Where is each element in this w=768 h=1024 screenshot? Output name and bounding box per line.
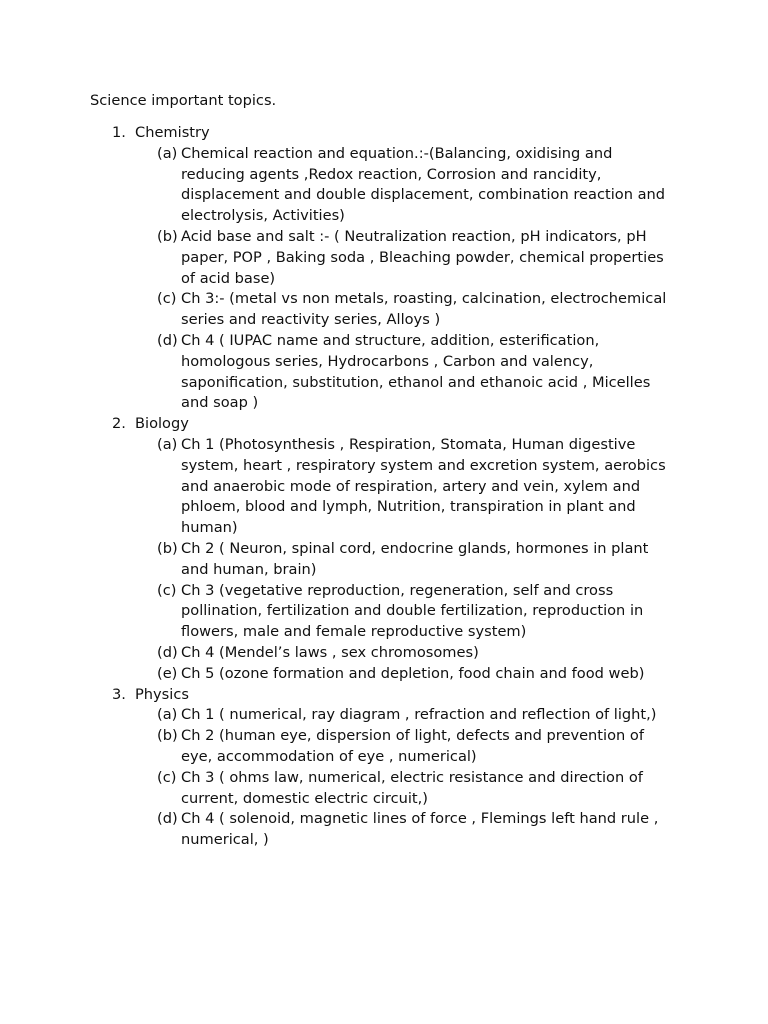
section-number: 2. — [112, 415, 126, 433]
item-text: Ch 3:- (metal vs non metals, roasting, calcination, electrochemical series and reactivity series, Alloys ) — [181, 290, 667, 329]
item-text: Ch 3 (vegetative reproduction, regeneration, self and cross pollination, fertilization and double fertilization, reproduction in flowers, male and female reproductive system) — [181, 581, 644, 641]
item-marker: (d) — [157, 643, 178, 661]
list-item — [0, 768, 679, 810]
item-text: Ch 1 (Photosynthesis , Respiration, Stomata, Human digestive system, heart , respiratory system and excretion system, aerobics and anaerobic mode of respiration, artery and vein, xylem and phloem, blood and lymph, Nutrition, transpiration in plant and human) — [181, 435, 666, 537]
section-heading — [0, 685, 768, 706]
page-title: Science important topics. — [90, 92, 277, 109]
section-chemistry — [0, 123, 768, 414]
item-text: Ch 4 ( IUPAC name and structure, addition, esterification, homologous series, Hydrocarbons , Carbon and valency, saponification, substitution, ethanol and ethanoic acid , Micelles and soap ) — [181, 331, 651, 412]
topic-list — [0, 123, 768, 851]
item-marker: (b) — [157, 727, 178, 745]
item-text: Ch 4 (Mendel’s laws , sex chromosomes) — [181, 643, 479, 661]
list-item — [0, 809, 679, 851]
list-item — [0, 705, 679, 726]
section-biology — [0, 414, 768, 684]
item-marker: (c) — [157, 768, 177, 786]
section-name: Physics — [135, 685, 189, 703]
list-item — [0, 289, 679, 331]
item-text: Ch 1 ( numerical, ray diagram , refraction and reflection of light,) — [181, 706, 657, 724]
list-item — [0, 726, 679, 768]
item-text: Ch 3 ( ohms law, numerical, electric resistance and direction of current, domestic electric circuit,) — [181, 768, 643, 807]
list-item — [0, 643, 679, 664]
item-text: Ch 2 ( Neuron, spinal cord, endocrine glands, hormones in plant and human, brain) — [181, 539, 649, 578]
section-name: Biology — [135, 415, 189, 433]
item-marker: (d) — [157, 331, 178, 349]
list-item — [0, 664, 679, 685]
list-item — [0, 144, 679, 227]
list-item — [0, 581, 679, 643]
section-heading — [0, 123, 768, 144]
item-marker: (b) — [157, 539, 178, 557]
section-number: 3. — [112, 685, 126, 703]
list-item — [0, 227, 679, 289]
item-text: Ch 4 ( solenoid, magnetic lines of force , Flemings left hand rule , numerical, ) — [181, 810, 659, 849]
item-marker: (a) — [157, 435, 178, 453]
section-name: Chemistry — [135, 124, 210, 141]
item-text: Ch 5 (ozone formation and depletion, food chain and food web) — [181, 664, 645, 682]
item-marker: (b) — [157, 227, 178, 245]
list-item — [0, 435, 679, 539]
section-physics — [0, 685, 768, 851]
item-text: Ch 2 (human eye, dispersion of light, defects and prevention of eye, accommodation of eye , numerical) — [181, 727, 644, 765]
item-marker: (e) — [157, 664, 178, 682]
item-marker: (a) — [157, 706, 178, 724]
item-text: Chemical reaction and equation.:-(Balancing, oxidising and reducing agents ,Redox reaction, Corrosion and rancidity, displacement and double displacement, combination reaction and electrolysis, Activities) — [181, 144, 666, 225]
list-item — [0, 331, 679, 414]
item-marker: (a) — [157, 144, 178, 162]
item-marker: (d) — [157, 810, 178, 828]
section-number: 1. — [112, 124, 126, 141]
section-heading — [0, 414, 768, 435]
list-item — [0, 539, 679, 581]
item-text: Acid base and salt :- ( Neutralization reaction, pH indicators, pH paper, POP , Baking soda , Bleaching powder, chemical properties of acid base) — [181, 227, 664, 287]
item-marker: (c) — [157, 581, 177, 599]
item-marker: (c) — [157, 290, 177, 308]
